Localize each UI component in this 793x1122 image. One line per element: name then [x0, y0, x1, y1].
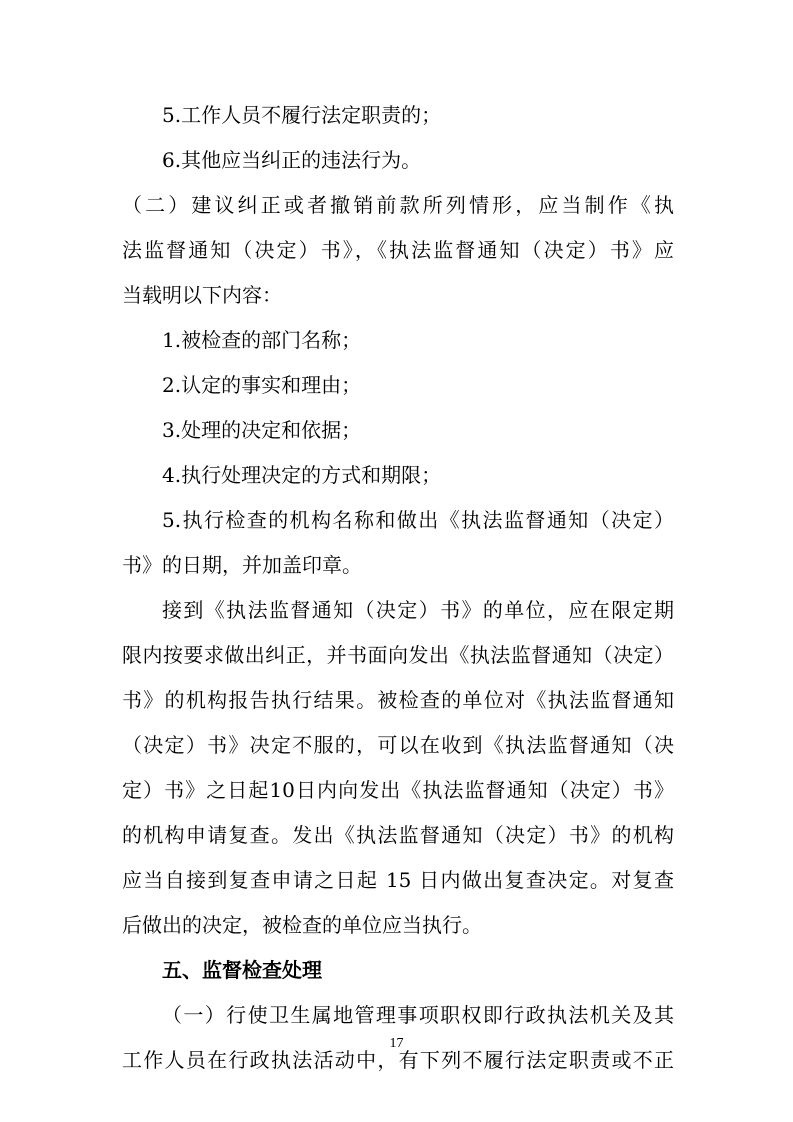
paragraph-section-2-line-2: 法监督通知（决定）书》，《执法监督通知（决定）书》应: [122, 238, 674, 262]
list-item-4-execution-method: 4.执行处理决定的方式和期限；: [162, 463, 442, 487]
list-item-3-decision-basis: 3.处理的决定和依据；: [162, 418, 362, 442]
paragraph-receipt-line-3: 书》的机构报告执行结果。被检查的单位对《执法监督通知: [122, 688, 674, 712]
list-item-6-other-violations: 6.其他应当纠正的违法行为。: [162, 148, 422, 172]
paragraph-receipt-line-7: 应当自接到复查申请之日起 15 日内做出复查决定。对复查: [122, 868, 674, 892]
list-item-1-department-name: 1.被检查的部门名称；: [162, 328, 362, 352]
list-item-2-facts-reasons: 2.认定的事实和理由；: [162, 373, 362, 397]
list-item-5-agency-name-line-1: 5.执行检查的机构名称和做出《执法监督通知（决定）: [162, 508, 674, 532]
paragraph-section-2-line-3: 当载明以下内容：: [122, 283, 282, 307]
paragraph-receipt-line-2: 限内按要求做出纠正，并书面向发出《执法监督通知（决定）: [122, 643, 674, 667]
section-heading-5: 五、监督检查处理: [162, 958, 322, 982]
paragraph-section-5-1-line-2: 工作人员在行政执法活动中，有下列不履行法定职责或不正: [122, 1048, 674, 1072]
page-number: 17: [389, 1036, 404, 1051]
list-item-5-officials-duty: 5.工作人员不履行法定职责的；: [162, 103, 442, 127]
paragraph-receipt-line-8: 后做出的决定，被检查的单位应当执行。: [122, 913, 482, 937]
list-item-5-agency-name-line-2: 书》的日期，并加盖印章。: [122, 553, 362, 577]
paragraph-receipt-line-4: （决定）书》决定不服的，可以在收到《执法监督通知（决: [122, 733, 674, 757]
paragraph-receipt-line-6: 的机构申请复查。发出《执法监督通知（决定）书》的机构: [122, 823, 674, 847]
paragraph-receipt-line-5: 定）书》之日起10日内向发出《执法监督通知（决定）书》: [122, 778, 674, 802]
paragraph-section-2-line-1: （二）建议纠正或者撤销前款所列情形，应当制作《执: [122, 193, 674, 217]
paragraph-section-5-1-line-1: （一）行使卫生属地管理事项职权即行政执法机关及其: [162, 1003, 674, 1027]
paragraph-receipt-line-1: 接到《执法监督通知（决定）书》的单位，应在限定期: [162, 598, 674, 622]
